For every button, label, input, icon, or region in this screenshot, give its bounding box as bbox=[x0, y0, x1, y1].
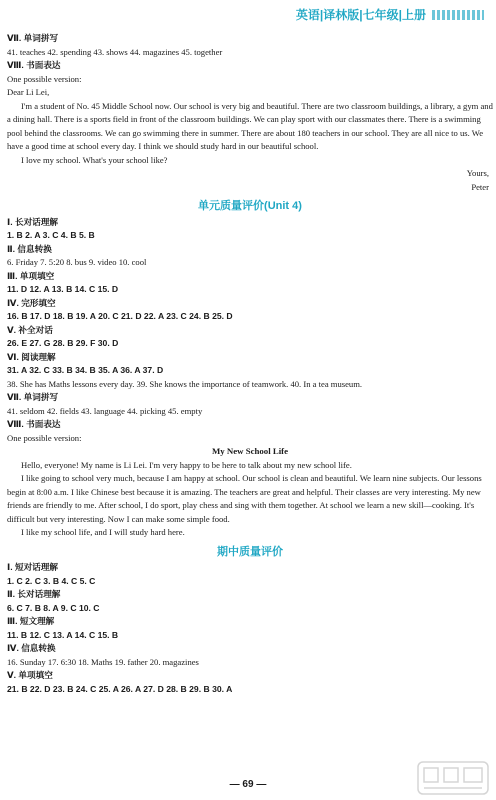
page-header bbox=[296, 6, 484, 23]
section-heading: Ⅳ. 信息转换 bbox=[7, 643, 56, 653]
answer-line: 16. B 17. D 18. B 19. A 20. C 21. D 22. A 23. C 24. B 25. D bbox=[7, 311, 233, 321]
header-decoration bbox=[432, 10, 484, 20]
answer-line: 26. E 27. G 28. B 29. F 30. D bbox=[7, 338, 119, 348]
watermark-stamp bbox=[416, 760, 490, 796]
answer-line: 38. She has Maths lessons every day. 39. She knows the importance of teamwork. 40. In a tea museum. bbox=[7, 378, 363, 389]
answer-line: 11. D 12. A 13. B 14. C 15. D bbox=[7, 284, 119, 294]
answer-line: 21. B 22. D 23. B 24. C 25. A 26. A 27. D 28. B 29. B 30. A bbox=[7, 683, 233, 694]
section-heading: Ⅱ. 信息转换 bbox=[7, 243, 52, 254]
midterm-title: 期中质量评价 bbox=[217, 545, 283, 558]
answer-line: 1. C 2. C 3. B 4. C 5. C bbox=[7, 575, 96, 586]
letter-paragraph: I'm a student of No. 45 Middle School now. Our school is very big and beautiful. There are two classroom buildings, a library, a gym and a dining hall. There is a sports field in front of the classroom buildings. We can play sport with our classmates there. There is a swimming pool behind the classrooms. We can go swimming there in summer. There are about 180 teachers in our school. They are all nice to us. We have a good time at school every day. I think we should study hard in our beautiful school. bbox=[7, 100, 493, 151]
section-heading: Ⅷ. 书面表达 bbox=[7, 419, 61, 429]
section-heading: Ⅲ. 单项填空 bbox=[7, 270, 55, 281]
answer-line: 16. Sunday 17. 6:30 18. Maths 19. father 20. magazines bbox=[7, 656, 199, 667]
section-heading: Ⅳ. 完形填空 bbox=[7, 297, 56, 308]
essay-title: My New School Life bbox=[212, 446, 288, 456]
answer-line: 6. Friday 7. 5:20 8. bus 9. video 10. cool bbox=[7, 257, 147, 267]
unit-4-title: 单元质量评价(Unit 4) bbox=[198, 200, 302, 212]
answer-line: 41. teaches 42. spending 43. shows 44. magazines 45. together bbox=[7, 46, 223, 57]
letter-closing: Yours, bbox=[466, 168, 489, 178]
essay-intro: One possible version: bbox=[7, 73, 82, 84]
letter-signature: Peter bbox=[471, 181, 489, 192]
answer-line: 6. C 7. B 8. A 9. C 10. C bbox=[7, 602, 100, 613]
section-heading: Ⅷ. 书面表达 bbox=[7, 60, 61, 70]
letter-paragraph: I love my school. What's your school like? bbox=[21, 154, 168, 165]
section-heading: Ⅶ. 单词拼写 bbox=[7, 392, 59, 402]
book-title: 英语|译林版|七年级|上册 bbox=[295, 8, 426, 22]
section-heading: Ⅵ. 阅读理解 bbox=[7, 351, 56, 362]
section-heading: Ⅰ. 长对话理解 bbox=[7, 216, 58, 227]
section-heading: Ⅴ. 单项填空 bbox=[7, 670, 53, 680]
essay-paragraph: I like my school life, and I will study hard here. bbox=[21, 527, 185, 537]
essay-paragraph: I like going to school very much, because I am happy at school. Our school is clean and beautiful. We learn nine subjects. Our lessons begin at 8:00 a.m. I like Chinese best because it is amazing. The teachers are great and helpful. Their classes are very interesting. My new friends are friendly to me. After school, I do sport, play chess and sing with them together. At school we learn a new skill—cooking. It's difficult but very interesting. Now I can make some simple food. bbox=[7, 473, 482, 524]
section-heading: Ⅰ. 短对话理解 bbox=[7, 562, 58, 572]
answer-key-content bbox=[7, 32, 493, 696]
section-heading: Ⅱ. 长对话理解 bbox=[7, 589, 61, 599]
answer-line: 1. B 2. A 3. C 4. B 5. B bbox=[7, 230, 95, 240]
section-heading: Ⅴ. 补全对话 bbox=[7, 324, 53, 335]
page-number: — 69 — bbox=[229, 779, 267, 790]
section-heading: Ⅶ. 单词拼写 bbox=[7, 33, 59, 43]
answer-line: 41. seldom 42. fields 43. language 44. picking 45. empty bbox=[7, 405, 203, 416]
answer-line: 31. A 32. C 33. B 34. B 35. A 36. A 37. D bbox=[7, 365, 164, 375]
answer-line: 11. B 12. C 13. A 14. C 15. B bbox=[7, 629, 119, 640]
essay-paragraph: Hello, everyone! My name is Li Lei. I'm very happy to be here to talk about my new school life. bbox=[21, 459, 352, 470]
section-heading: Ⅲ. 短文理解 bbox=[7, 616, 55, 626]
essay-intro: One possible version: bbox=[7, 432, 82, 443]
letter-greeting: Dear Li Lei, bbox=[7, 87, 50, 97]
